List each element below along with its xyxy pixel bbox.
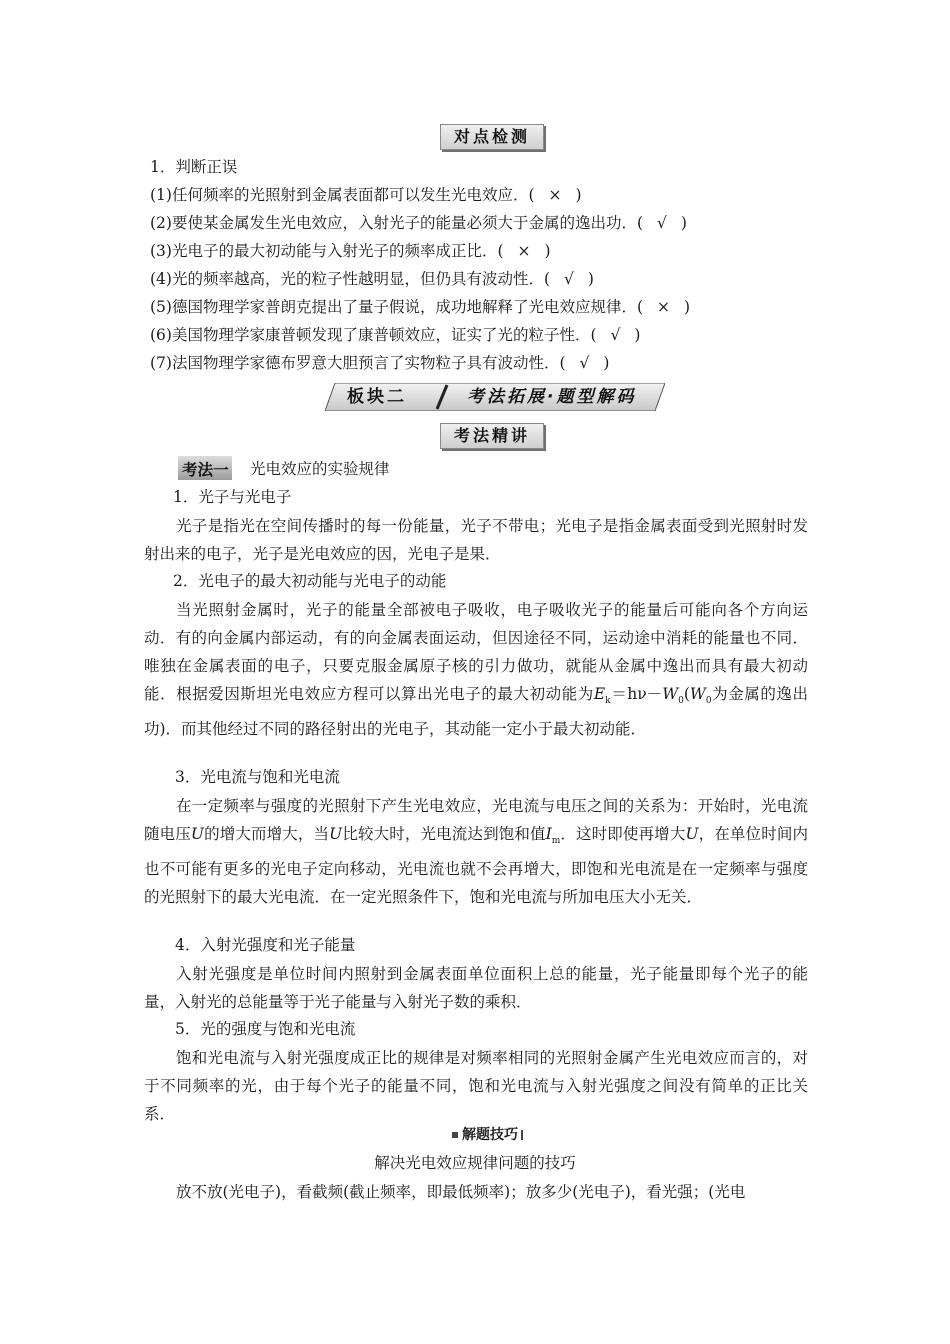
tip-header-text: 解题技巧 <box>462 1127 518 1143</box>
paragraph-1: 光子是指光在空间传播时的每一份能量，光子不带电；光电子是指金属表面受到光照射时发射出来的电子，光子是光电效应的因，光电子是果． <box>144 517 808 563</box>
statement-3: (3)光电子的最大初动能与入射光子的频率成正比．( × ) <box>150 242 551 260</box>
square-bullet-icon <box>452 1132 458 1138</box>
heading-1: 1．光子与光电子 <box>173 488 292 506</box>
tip-title: 解决光电效应规律问题的技巧 <box>374 1154 576 1172</box>
answer-mark: × <box>517 242 531 260</box>
section-banner-left: 板块二 <box>347 387 407 407</box>
bar-icon <box>521 1130 523 1140</box>
statement-7: (7)法国物理学家德布罗意大胆预言了实物粒子具有波动性．( √ ) <box>150 354 610 372</box>
tip-header <box>452 1125 523 1145</box>
heading-4: 4．入射光强度和光子能量 <box>175 936 356 954</box>
statement-5: (5)德国物理学家普朗克提出了量子假说，成功地解释了光电效应规律．( × ) <box>150 298 691 316</box>
answer-mark: × <box>548 186 562 204</box>
statement-2: (2)要使某金属发生光电效应，入射光子的能量必须大于金属的逸出功．( √ ) <box>150 214 687 232</box>
kaofa-title: 光电效应的实验规律 <box>250 460 390 478</box>
answer-mark: √ <box>657 214 667 232</box>
kaofa-tag <box>178 456 232 480</box>
tip-paragraph: 放不放(光电子)，看截频(截止频率，即最低频率)；放多少(光电子)，看光强；(光电 <box>176 1183 746 1201</box>
heading-3: 3．光电流与饱和光电流 <box>175 768 340 786</box>
statement-6: (6)美国物理学家康普顿发现了康普顿效应，证实了光的粒子性．( √ ) <box>150 326 641 344</box>
heading-5: 5．光的强度与饱和光电流 <box>175 1020 356 1038</box>
paragraph-5: 饱和光电流与入射光强度成正比的规律是对频率相同的光照射金属产生光电效应而言的，对于不同频率的光，由于每个光子的能量不同，饱和光电流与入射光强度之间没有简单的正比关系． <box>144 1049 808 1123</box>
lecture-header-banner <box>440 423 544 449</box>
answer-mark: √ <box>564 270 574 288</box>
answer-mark: × <box>657 298 671 316</box>
lecture-header-text: 考法精讲 <box>453 426 530 445</box>
paragraph-2: 当光照射金属时，光子的能量全部被电子吸收，电子吸收光子的能量后可能向各个方向运动．有的向金属内部运动，有的向金属表面运动，但因途径不同，运动途中消耗的能量也不同．唯独在金属表面的电子，只要克服金属原子核的引力做功，就能从金属中逸出而具有最大初动能．根据爱因斯坦光电效应方程可以算出光电子的最大初动能为$E_k=h\nu-W_0(W_0$为金属的逸出功)．而其他经过不同的路径射出的光电子，其动能一定小于最大初动能． <box>144 601 808 739</box>
paragraph-3: 在一定频率与强度的光照射下产生光电效应，光电流与电压之间的关系为：开始时，光电流随电压U的增大而增大，当U比较大时，光电流达到饱和值$I_m$．这时即使再增大U，在单位时间内也不可能有更多的光电子定向移动，光电流也就不会再增大，即饱和光电流是在一定频率与强度的光照射下的最大光电流．在一定光照条件下，饱和光电流与所加电压大小无关． <box>144 797 808 907</box>
paragraph-4: 入射光强度是单位时间内照射到金属表面单位面积上总的能量，光子能量即每个光子的能量，入射光的总能量等于光子能量与入射光子数的乘积． <box>144 965 808 1011</box>
heading-2: 2．光电子的最大初动能与光电子的动能 <box>173 572 447 590</box>
section-banner <box>325 383 665 411</box>
q1-title: 1．判断正误 <box>150 158 238 176</box>
statement-4: (4)光的频率越高，光的粒子性越明显，但仍具有波动性．( √ ) <box>150 270 594 288</box>
answer-mark: √ <box>579 354 590 372</box>
kaofa-tag-text: 考法一 <box>182 460 229 479</box>
answer-mark: √ <box>610 326 621 344</box>
statement-1: (1)任何频率的光照射到金属表面都可以发生光电效应．( × ) <box>150 186 582 204</box>
check-header-banner <box>440 124 544 150</box>
section-banner-right: 考法拓展·题型解码 <box>467 387 637 407</box>
check-header-text: 对点检测 <box>453 127 530 146</box>
